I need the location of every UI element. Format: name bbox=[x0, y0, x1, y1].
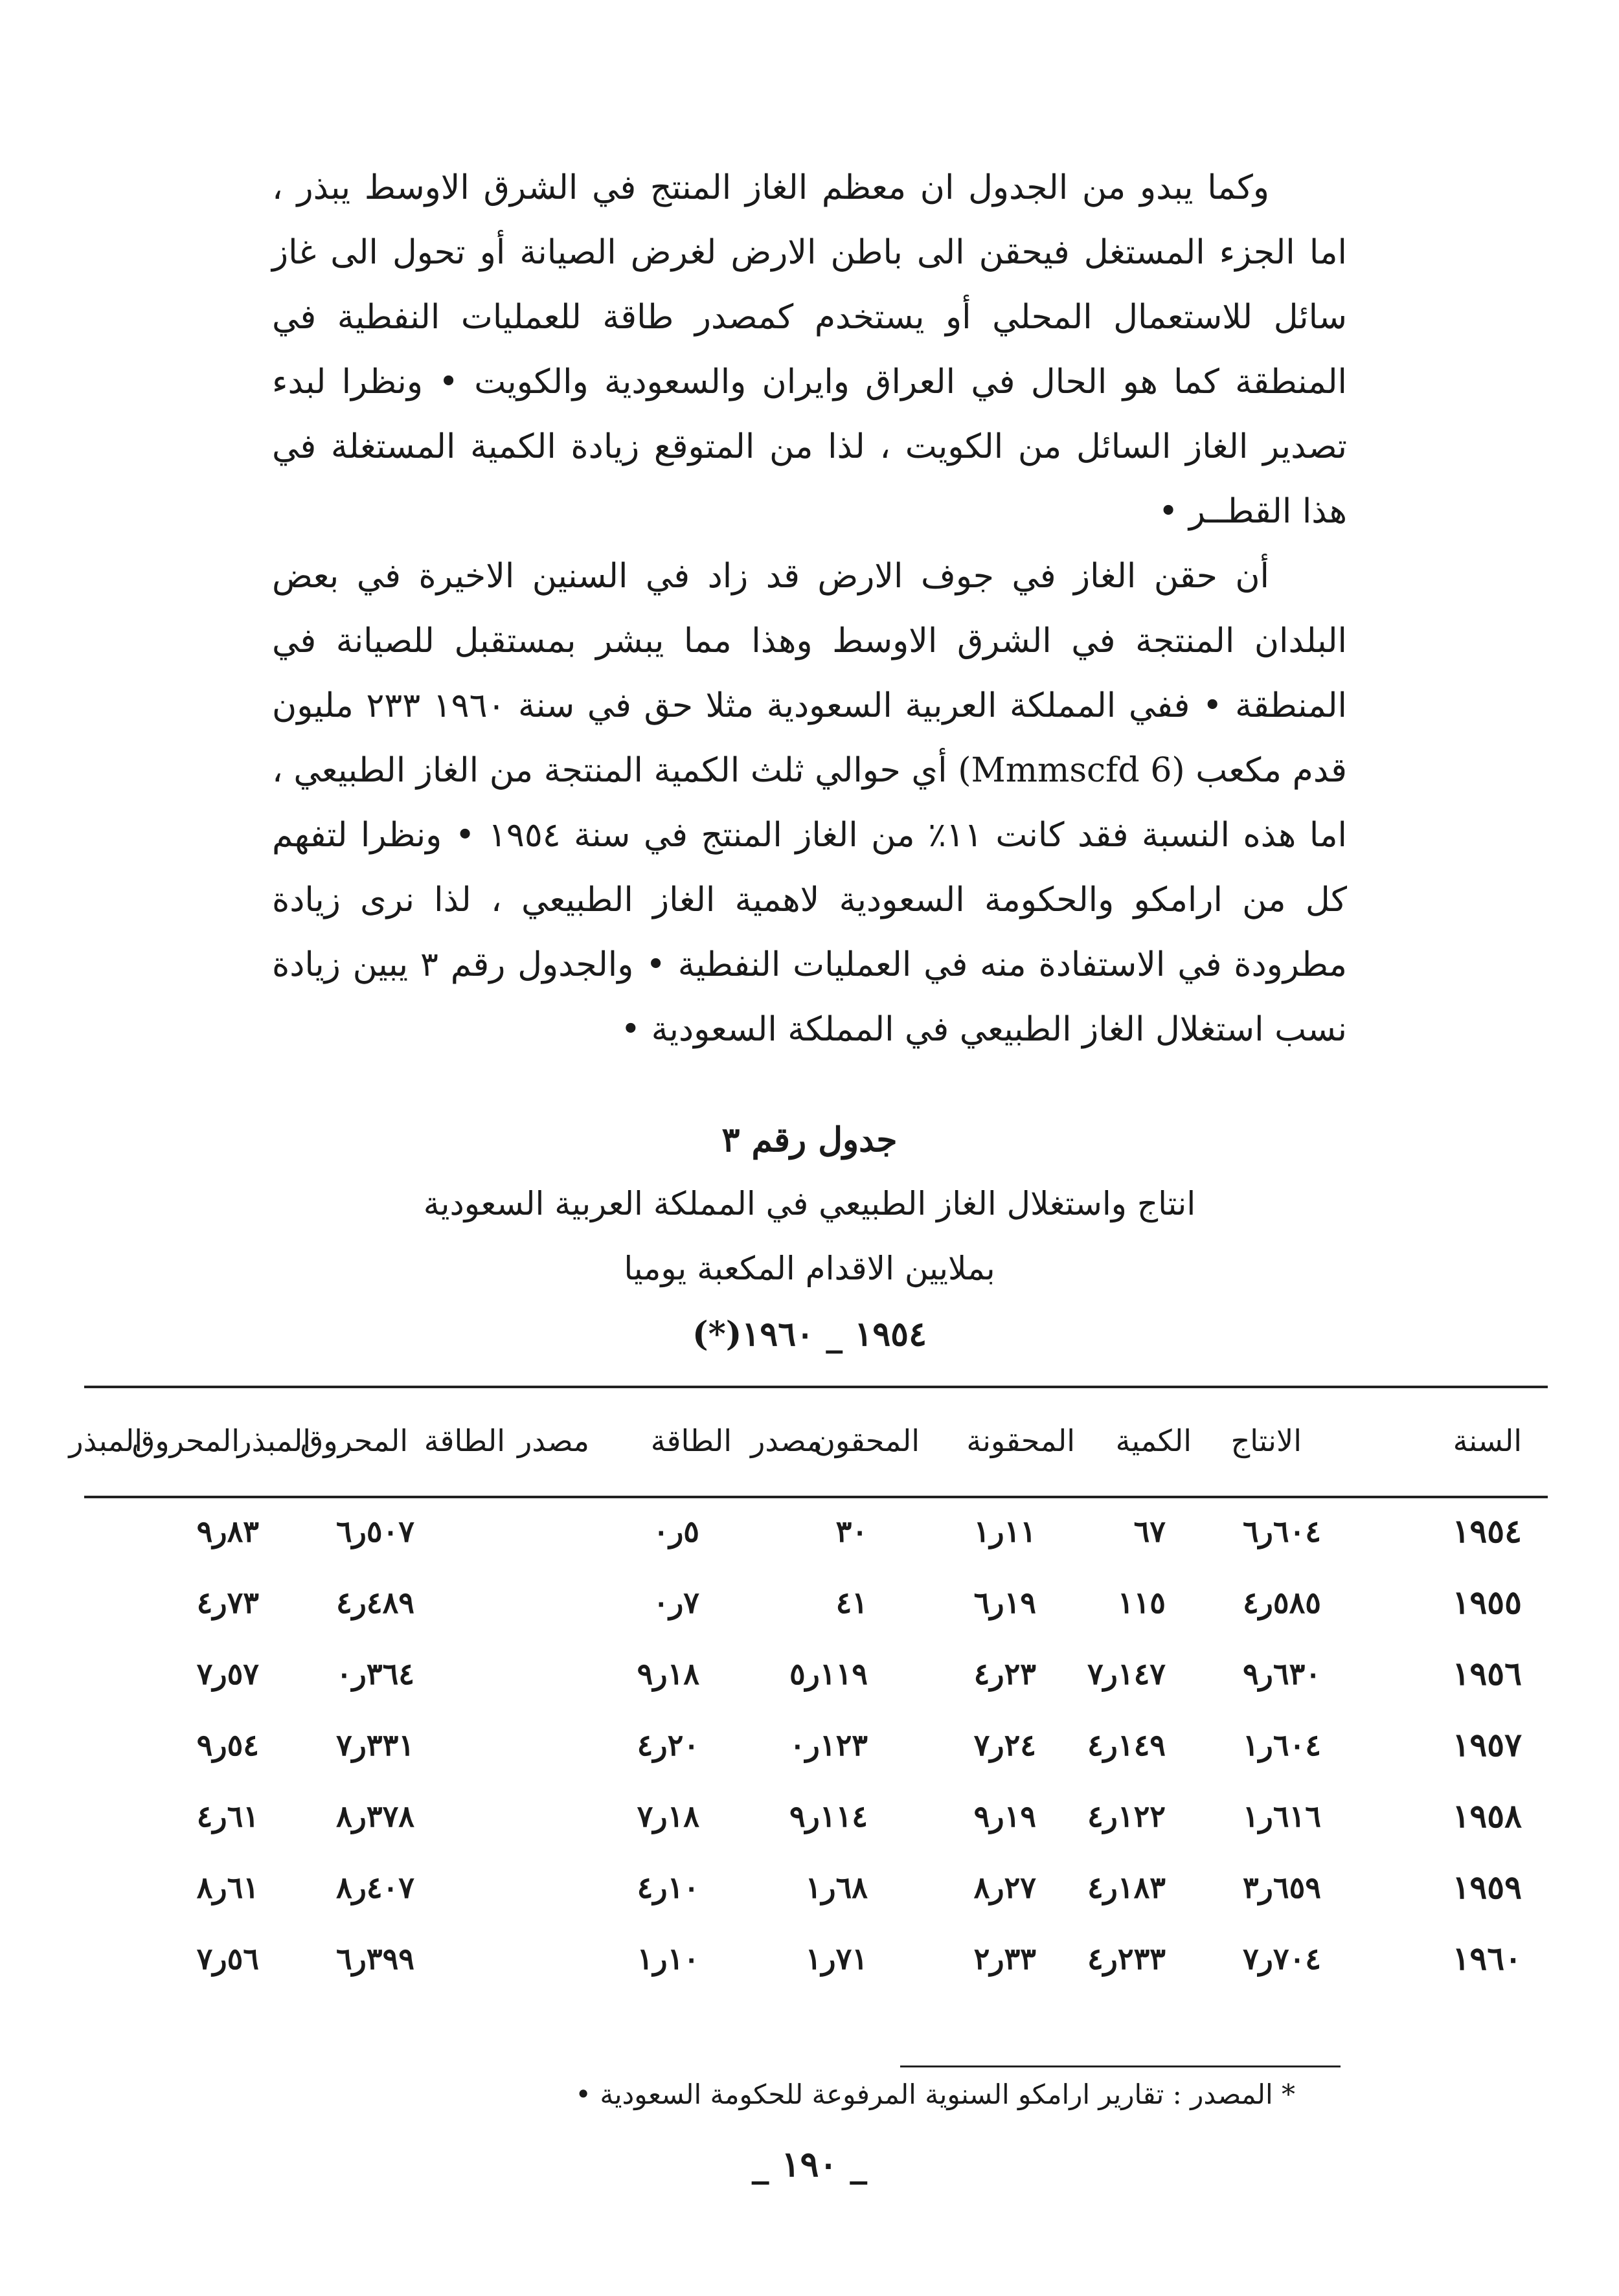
table-cell-c1: ٦٠٤ر١ bbox=[1242, 1728, 1321, 1762]
table-cell-c6: ٣٧٨ر٨ bbox=[335, 1799, 414, 1834]
table-header-row bbox=[0, 1412, 1619, 1470]
table-cell-c5: ٧ر٠ bbox=[653, 1585, 699, 1620]
header-quantity: الكمية bbox=[1115, 1423, 1192, 1458]
table-row bbox=[0, 1573, 1619, 1632]
table-cell-year: ١٩٥٦ bbox=[1452, 1654, 1522, 1693]
header-year: السنة bbox=[1453, 1423, 1522, 1458]
table-cell-c3: ٣٣ر٢ bbox=[973, 1941, 1036, 1976]
header-energy-2: الطاقة bbox=[424, 1423, 505, 1458]
table-cell-year: ١٩٦٠ bbox=[1452, 1939, 1522, 1977]
table-cell-c6: ٣٣١ر٧ bbox=[335, 1728, 414, 1762]
table-cell-c6: ٣٩٩ر٦ bbox=[335, 1941, 414, 1976]
table-cell-c5: ١٠ر٤ bbox=[637, 1870, 699, 1905]
paragraph-1: وكما يبدو من الجدول ان معظم الغاز المنتج في الشرق الاوسط يبذر ، اما الجزء المستغل فيحقن الى باطن الارض لغرض الصيانة أو تحول الى غاز سائل للاستعمال المحلي أو يستخدم كمصدر طاقة للعمليات النفطية في المنطقة كما هو الحال في العراق وايران والسعودية والكويت • ونظرا لبدء تصدير الغاز السائل من الكويت ، لذا من المتوقع زيادة الكمية المستغلة في هذا القطــر • bbox=[272, 168, 1347, 531]
table-cell-c1: ٦١٦ر١ bbox=[1242, 1799, 1321, 1834]
table-cell-c4: ١٢٣ر٠ bbox=[789, 1728, 868, 1762]
table-row bbox=[0, 1502, 1619, 1560]
table-row bbox=[0, 1787, 1619, 1845]
table-cell-c5: ١٨ر٧ bbox=[637, 1799, 699, 1834]
table-cell-c2: ١١٥ bbox=[1117, 1585, 1166, 1620]
table-cell-c7: ٥٤ر٩ bbox=[196, 1728, 259, 1762]
table-cell-c5: ٥ر٠ bbox=[653, 1514, 699, 1549]
table-cell-c7: ٦١ر٤ bbox=[196, 1799, 259, 1834]
header-flared-1: المحروق bbox=[300, 1423, 408, 1458]
table-number: جدول رقم ٣ bbox=[721, 1120, 898, 1160]
table-cell-c3: ٢٣ر٤ bbox=[973, 1656, 1036, 1691]
table-cell-c3: ٢٧ر٨ bbox=[973, 1870, 1036, 1905]
table-cell-c6: ٤٨٩ر٤ bbox=[335, 1585, 414, 1620]
table-cell-c7: ٦١ر٨ bbox=[196, 1870, 259, 1905]
paragraph-2: أن حقن الغاز في جوف الارض قد زاد في السنين الاخيرة في بعض البلدان المنتجة في الشرق الاوسط وهذا مما يبشر بمستقبل للصيانة في المنطقة • ففي المملكة العربية السعودية مثلا حق في سنة ١٩٦٠ ٢٣٣ مليون قدم مكعب (6 Mmmscfd) أي حوالي ثلث الكمية المنتجة من الغاز الطبيعي ، اما هذه النسبة فقد كانت ١١٪ من الغاز المنتج في سنة ١٩٥٤ • ونظرا لتفهم كل من ارامكو والحكومة السعودية لاهمية الغاز الطبيعي ، لذا نرى زيادة مطرودة في الاستفادة منه في العمليات النفطية • والجدول رقم ٣ يبين زيادة نسب استغلال الغاز الطبيعي في المملكة السعودية • bbox=[272, 557, 1347, 1049]
table-cell-c2: ١٤٩ر٤ bbox=[1087, 1728, 1166, 1762]
header-wasted-1: المبذر bbox=[237, 1423, 311, 1458]
table-cell-c4: ٦٨ر١ bbox=[805, 1870, 868, 1905]
table-cell-c1: ٥٨٥ر٤ bbox=[1242, 1585, 1321, 1620]
table-cell-c3: ١٩ر٩ bbox=[973, 1799, 1036, 1834]
table-cell-c3: ١١ر١ bbox=[973, 1514, 1036, 1549]
table-cell-c4: ١١٩ر٥ bbox=[789, 1656, 868, 1691]
table-cell-c4: ٤١ bbox=[835, 1585, 868, 1620]
header-injected: المحقون bbox=[813, 1423, 920, 1458]
table-cell-c6: ٤٠٧ر٨ bbox=[335, 1870, 414, 1905]
table-cell-c7: ٧٣ر٤ bbox=[196, 1585, 259, 1620]
table-cell-c3: ١٩ر٦ bbox=[973, 1585, 1036, 1620]
table-cell-c2: ١٤٧ر٧ bbox=[1087, 1656, 1166, 1691]
table-row bbox=[0, 1930, 1619, 1988]
table-top-rule bbox=[84, 1386, 1548, 1388]
table-row bbox=[0, 1858, 1619, 1917]
body-text bbox=[272, 155, 1347, 1062]
header-energy-1: الطاقة bbox=[650, 1423, 732, 1458]
table-cell-c2: ١٢٢ر٤ bbox=[1087, 1799, 1166, 1834]
header-energy-source-2: مصدر bbox=[517, 1423, 589, 1458]
table-cell-c1: ٦٣٠ر٩ bbox=[1242, 1656, 1321, 1691]
header-injected-qty: المحقونة bbox=[966, 1423, 1075, 1458]
table-cell-c2: ١٨٣ر٤ bbox=[1087, 1870, 1166, 1905]
table-cell-c7: ٥٦ر٧ bbox=[196, 1941, 259, 1976]
table-cell-c7: ٥٧ر٧ bbox=[196, 1656, 259, 1691]
footnote: * المصدر : تقارير ارامكو السنوية المرفوعة للحكومة السعودية • bbox=[575, 2078, 1295, 2110]
table-units: بملايين الاقدام المكعبة يوميا bbox=[624, 1250, 995, 1287]
table-cell-c2: ٦٧ bbox=[1133, 1514, 1166, 1549]
table-title: انتاج واستغلال الغاز الطبيعي في المملكة العربية السعودية bbox=[423, 1185, 1196, 1222]
table-cell-c6: ٥٠٧ر٦ bbox=[335, 1514, 414, 1549]
table-cell-c1: ٦٠٤ر٦ bbox=[1242, 1514, 1321, 1549]
header-production: الانتاج bbox=[1230, 1423, 1302, 1458]
table-cell-c4: ٣٠ bbox=[835, 1514, 868, 1549]
header-flared-2: المحروق bbox=[131, 1423, 240, 1458]
table-header-rule bbox=[84, 1496, 1548, 1498]
table-cell-c4: ٧١ر١ bbox=[805, 1941, 868, 1976]
footnote-rule bbox=[900, 2065, 1341, 2067]
table-cell-c6: ٣٦٤ر٠ bbox=[335, 1656, 414, 1691]
table-cell-c3: ٢٤ر٧ bbox=[973, 1728, 1036, 1762]
table-cell-year: ١٩٥٨ bbox=[1452, 1797, 1522, 1835]
table-cell-year: ١٩٥٩ bbox=[1452, 1868, 1522, 1906]
table-cell-year: ١٩٥٥ bbox=[1452, 1583, 1522, 1621]
header-energy-source-1: مصدر bbox=[751, 1423, 822, 1458]
table-cell-c5: ١٨ر٩ bbox=[637, 1656, 699, 1691]
table-row bbox=[0, 1645, 1619, 1703]
table-cell-c1: ٧٠٤ر٧ bbox=[1242, 1941, 1321, 1976]
table-row bbox=[0, 1716, 1619, 1774]
table-cell-year: ١٩٥٧ bbox=[1452, 1726, 1522, 1764]
header-wasted-2: المبذر bbox=[69, 1423, 142, 1458]
table-cell-c1: ٦٥٩ر٣ bbox=[1242, 1870, 1321, 1905]
table-cell-c5: ٢٠ر٤ bbox=[637, 1728, 699, 1762]
page-number: _ ١٩٠ _ bbox=[751, 2143, 868, 2185]
table-cell-c7: ٨٣ر٩ bbox=[196, 1514, 259, 1549]
table-cell-c2: ٢٣٣ر٤ bbox=[1087, 1941, 1166, 1976]
table-cell-c4: ١١٤ر٩ bbox=[789, 1799, 868, 1834]
table-cell-c5: ١٠ر١ bbox=[637, 1941, 699, 1976]
table-cell-year: ١٩٥٤ bbox=[1452, 1512, 1522, 1550]
table-years: ١٩٥٤ _ ١٩٦٠(*) bbox=[692, 1314, 927, 1354]
